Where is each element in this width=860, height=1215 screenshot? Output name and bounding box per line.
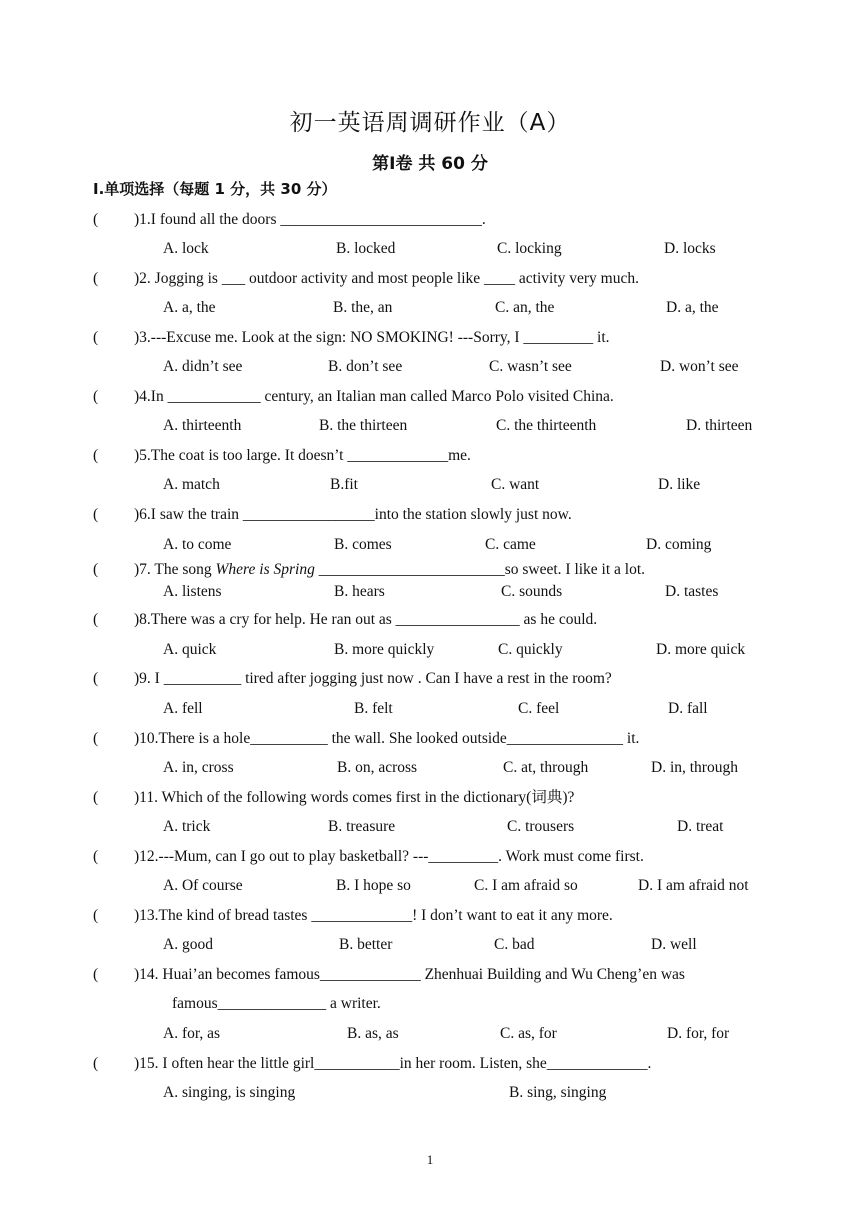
question-text-start: )7. The song [134, 561, 216, 578]
question-text: )15. I often hear the little girl___________in her room. Listen, she_____________. [134, 1055, 652, 1072]
answer-option-c: C. came [485, 536, 536, 553]
answer-option-a: A. a, the [163, 299, 216, 316]
answer-option-b: B. locked [336, 240, 396, 257]
answer-option-a: A. to come [163, 536, 232, 553]
question-text: )1.I found all the doors __________________________. [134, 211, 486, 228]
answer-option-c: C. feel [518, 700, 560, 717]
answer-option-a: A. Of course [163, 877, 243, 894]
answer-bracket: ( [93, 907, 99, 924]
answer-bracket: ( [93, 730, 99, 747]
answer-option-d: D. locks [664, 240, 716, 257]
answer-option-d: D. tastes [665, 583, 719, 600]
answer-option-d: D. thirteen [686, 417, 753, 434]
answer-bracket: ( [93, 447, 99, 464]
answer-option-a: A. trick [163, 818, 211, 835]
answer-option-c: C. the thirteenth [496, 417, 597, 434]
answer-bracket: ( [93, 211, 99, 228]
answer-option-d: D. fall [668, 700, 708, 717]
answer-option-b: B. treasure [328, 818, 396, 835]
question-text: )12.---Mum, can I go out to play basketball? ---_________. Work must come first. [134, 848, 644, 865]
page-number: 1 [426, 1152, 434, 1167]
answer-option-d: D. like [658, 476, 701, 493]
question-text: )8.There was a cry for help. He ran out as ________________ as he could. [134, 611, 598, 628]
question-text-end: ________________________so sweet. I like it a lot. [314, 561, 646, 578]
answer-bracket: ( [93, 270, 99, 287]
answer-bracket: ( [93, 561, 99, 578]
answer-option-d: D. well [651, 936, 697, 953]
answer-option-b: B. on, across [337, 759, 418, 776]
answer-option-b: B. hears [334, 583, 385, 600]
answer-option-b: B. the, an [333, 299, 393, 316]
answer-option-d: D. a, the [666, 299, 719, 316]
answer-option-d: D. more quick [656, 641, 746, 658]
answer-option-b: B. more quickly [334, 641, 435, 658]
answer-bracket: ( [93, 670, 99, 687]
answer-bracket: ( [93, 611, 99, 628]
answer-bracket: ( [93, 848, 99, 865]
answer-option-b: B. don’t see [328, 358, 403, 375]
answer-option-d: D. I am afraid not [638, 877, 749, 894]
answer-bracket: ( [93, 506, 99, 523]
song-title: Where is Spring [215, 561, 315, 578]
answer-option-c: C. wasn’t see [489, 358, 572, 375]
answer-option-a: A. singing, is singing [163, 1084, 296, 1101]
answer-option-d: D. coming [646, 536, 712, 553]
question-text: )2. Jogging is ___ outdoor activity and most people like ____ activity very much. [134, 270, 639, 287]
answer-option-c: C. I am afraid so [474, 877, 578, 894]
answer-option-a: A. in, cross [163, 759, 234, 776]
question-text: )4.In ____________ century, an Italian man called Marco Polo visited China. [134, 388, 614, 405]
question-text [134, 560, 645, 580]
answer-option-b: B. sing, singing [509, 1084, 607, 1101]
answer-option-b: B.fit [330, 476, 358, 493]
answer-option-a: A. lock [163, 240, 209, 257]
answer-option-c: C. sounds [501, 583, 563, 600]
paper-subtitle: 第Ⅰ卷 共 60 分 [372, 154, 488, 174]
answer-option-b: B. better [339, 936, 393, 953]
answer-bracket: ( [93, 1055, 99, 1072]
answer-option-a: A. fell [163, 700, 203, 717]
question-text: )6.I saw the train _________________into the station slowly just now. [134, 506, 572, 523]
answer-option-b: B. I hope so [336, 877, 411, 894]
page-title: 初一英语周调研作业（A） [289, 110, 571, 136]
answer-option-a: A. for, as [163, 1025, 221, 1042]
question-text: )9. I __________ tired after jogging just now . Can I have a rest in the room? [134, 670, 612, 687]
answer-option-c: C. as, for [500, 1025, 557, 1042]
answer-option-b: B. comes [334, 536, 392, 553]
answer-option-c: C. locking [497, 240, 562, 257]
answer-bracket: ( [93, 789, 99, 806]
answer-bracket: ( [93, 966, 99, 983]
answer-option-d: D. in, through [651, 759, 738, 776]
answer-option-a: A. didn’t see [163, 358, 243, 375]
answer-option-d: D. won’t see [660, 358, 739, 375]
answer-option-c: C. an, the [495, 299, 555, 316]
answer-option-a: A. good [163, 936, 213, 953]
question-text: )3.---Excuse me. Look at the sign: NO SMOKING! ---Sorry, I _________ it. [134, 329, 610, 346]
question-text: )11. Which of the following words comes first in the dictionary(词典)? [134, 789, 575, 806]
answer-option-d: D. treat [677, 818, 724, 835]
answer-option-a: A. thirteenth [163, 417, 242, 434]
question-text: )14. Huai’an becomes famous_____________ Zhenhuai Building and Wu Cheng’en was [134, 966, 685, 983]
answer-bracket: ( [93, 388, 99, 405]
answer-option-b: B. the thirteen [319, 417, 408, 434]
question-text-continuation: famous______________ a writer. [172, 995, 381, 1012]
answer-option-a: A. quick [163, 641, 217, 658]
answer-option-d: D. for, for [667, 1025, 730, 1042]
answer-option-c: C. want [491, 476, 540, 493]
answer-option-b: B. as, as [347, 1025, 399, 1042]
answer-option-c: C. bad [494, 936, 535, 953]
answer-option-b: B. felt [354, 700, 393, 717]
question-text: )5.The coat is too large. It doesn’t _____________me. [134, 447, 471, 464]
section-heading: Ⅰ.单项选择（每题 1 分，共 30 分） [93, 180, 337, 198]
answer-option-c: C. trousers [507, 818, 575, 835]
answer-option-a: A. match [163, 476, 220, 493]
answer-option-c: C. at, through [503, 759, 589, 776]
answer-option-a: A. listens [163, 583, 222, 600]
answer-option-c: C. quickly [498, 641, 563, 658]
question-text: )13.The kind of bread tastes _____________! I don’t want to eat it any more. [134, 907, 613, 924]
answer-bracket: ( [93, 329, 99, 346]
question-text: )10.There is a hole__________ the wall. She looked outside_______________ it. [134, 730, 640, 747]
